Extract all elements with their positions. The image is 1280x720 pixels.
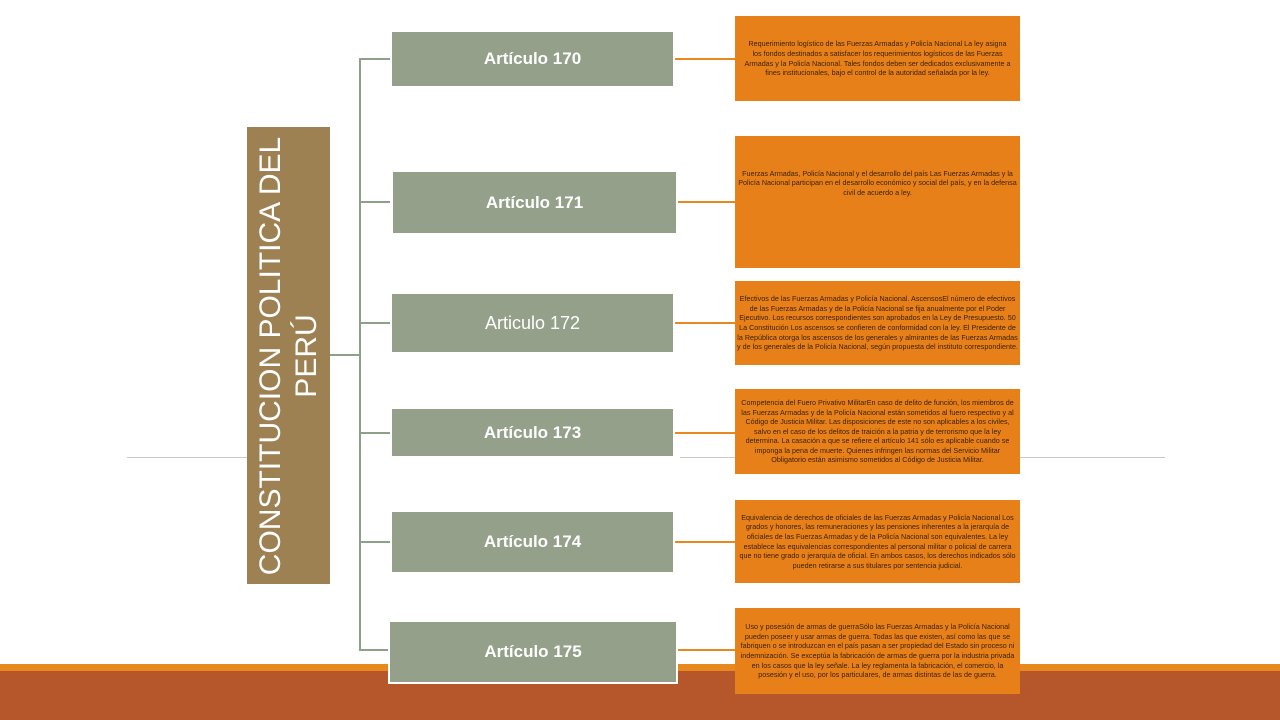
article-171-node (391, 170, 678, 235)
article-170-label: Artículo 170 (483, 49, 582, 68)
background-rule-right (1020, 457, 1165, 458)
article-172-label: Articulo 172 (484, 312, 581, 333)
detail-connector (675, 322, 735, 324)
branch-connector (359, 432, 390, 434)
root-title: CONSTITUCION POLITICA DEL PERÚ (253, 136, 323, 575)
article-170-node (390, 30, 675, 88)
article-174-label: Artículo 174 (483, 532, 582, 551)
trunk-connector (359, 58, 361, 650)
branch-connector (359, 649, 390, 651)
article-174-description: Equivalencia de derechos de oficiales de las Fuerzas Armadas y Policía Nacional Los grados y honores, las remuneraciones y las pensiones inherentes a la jerarquía de oficiales de las Fuerzas Armadas y de la Policía Nacional son equivalentes. La ley establece las equivalencias correspondientes al personal militar o policial de carrera que no tiene grado o jerarquía de oficial. En ambos casos, los derechos indicados sólo pueden retirarse a sus titulares por sentencia judicial. (735, 500, 1020, 583)
article-173-label: Artículo 173 (483, 422, 582, 442)
article-175-label: Artículo 175 (484, 642, 582, 661)
background-rule-mid (680, 457, 735, 458)
article-172-description: Efectivos de las Fuerzas Armadas y Policía Nacional. AscensosEl número de efectivos de las Fuerzas Armadas y de la Policía Nacional se fija anualmente por el Poder Ejecutivo. Los recursos correspondientes son aprobados en la Ley de Presupuesto. 50 La Constitución Los ascensos se confieren de conformidad con la ley. El Presidente de la República otorga los ascensos de los generales y almirantes de las Fuerzas Armadas y de los generales de la Policía Nacional, según propuesta del instituto correspondiente. (735, 281, 1020, 365)
article-170-description: Requerimiento logístico de las Fuerzas Armadas y Policía Nacional La ley asigna los fondos destinados a satisfacer los requerimientos logísticos de las Fuerzas Armadas y la Policía Nacional. Tales fondos deben ser dedicados exclusivamente a fines institucionales, bajo el control de la autoridad señalada por la ley. (735, 16, 1020, 101)
branch-connector (359, 322, 390, 324)
detail-connector (675, 649, 735, 651)
detail-connector (675, 58, 735, 60)
article-174-node (390, 510, 675, 574)
root-node (247, 127, 330, 584)
branch-connector (359, 201, 390, 203)
background-rule-left (127, 457, 247, 458)
branch-connector (359, 541, 390, 543)
article-172-node (390, 292, 675, 354)
detail-connector (675, 432, 735, 434)
article-175-node (388, 620, 678, 684)
article-175-description: Uso y posesión de armas de guerraSólo las Fuerzas Armadas y la Policía Nacional pueden poseer y usar armas de guerra. Todas las que existen, así como las que se fabriquen o se introduzcan en el país pasan a ser propiedad del Estado sin proceso ni indemnización. Se exceptúa la fabricación de armas de guerra por la industria privada en los casos que la ley señale. La ley reglamenta la fabricación, el comercio, la posesión y el uso, por los particulares, de armas distintas de las de guerra. (735, 608, 1020, 694)
article-173-description: Competencia del Fuero Privativo MilitarEn caso de delito de función, los miembros de las Fuerzas Armadas y de la Policía Nacional están sometidos al fuero respectivo y al Código de Justicia Militar. Las disposiciones de este no son aplicables a los civiles, salvo en el caso de los delitos de traición a la patria y de terrorismo que la ley determina. La casación a que se refiere el artículo 141 sólo es aplicable cuando se imponga la pena de muerte. Quienes infringen las normas del Servicio Militar Obligatorio están asimismo sometidos al Código de Justicia Militar. (735, 389, 1020, 474)
article-171-label: Artículo 171 (485, 192, 584, 212)
article-171-description: Fuerzas Armadas, Policía Nacional y el desarrollo del país Las Fuerzas Armadas y la Policía Nacional participan en el desarrollo económico y social del país, y en la defensa civil de acuerdo a ley. (735, 136, 1020, 268)
detail-connector (677, 201, 735, 203)
article-173-node (390, 407, 675, 458)
root-connector (330, 354, 361, 356)
branch-connector (359, 58, 390, 60)
detail-connector (675, 541, 735, 543)
